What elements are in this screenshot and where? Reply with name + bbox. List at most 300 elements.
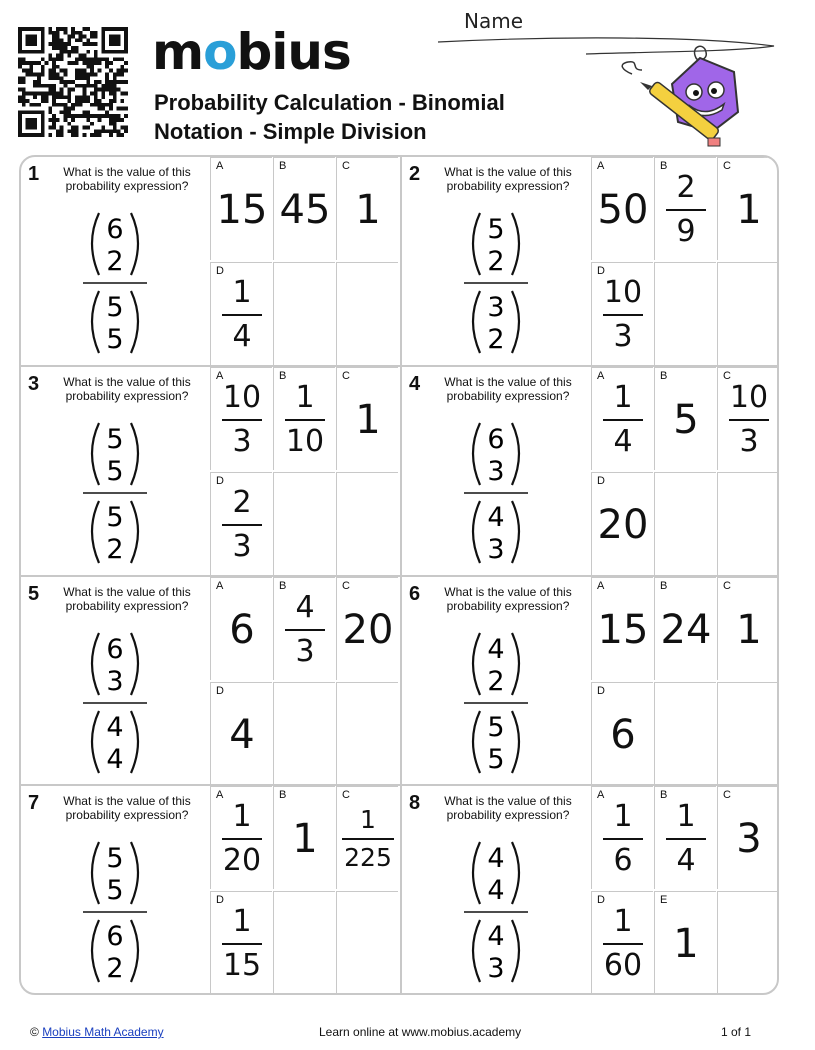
binomial-expression xyxy=(464,207,528,357)
answer-choice-d[interactable] xyxy=(591,262,653,365)
fraction-denominator: 3 xyxy=(232,528,252,564)
answer-fraction xyxy=(222,275,262,355)
answer-value xyxy=(655,158,717,261)
right-paren xyxy=(512,501,519,563)
answer-number: 6 xyxy=(610,711,636,758)
answer-fraction xyxy=(603,799,643,879)
answer-letter: C xyxy=(723,580,731,592)
fraction-bar xyxy=(603,314,643,316)
answer-letter: D xyxy=(597,475,605,487)
answer-choice-d[interactable] xyxy=(210,262,272,365)
right-paren xyxy=(131,423,138,485)
answer-letter: C xyxy=(723,160,731,172)
left-paren xyxy=(92,920,99,982)
empty-answer-cell xyxy=(336,891,398,994)
answer-choice-c[interactable] xyxy=(336,367,398,470)
title-line-2: Notation - Simple Division xyxy=(154,119,427,144)
binom-top: 5 xyxy=(487,712,505,743)
left-paren xyxy=(92,291,99,353)
binom-top: 6 xyxy=(106,214,124,245)
answer-choice-c[interactable] xyxy=(717,367,779,470)
fraction-bar xyxy=(603,838,643,840)
answer-value xyxy=(592,158,654,261)
answer-value xyxy=(592,263,654,366)
fraction-denominator: 225 xyxy=(344,842,392,872)
fraction-numerator: 4 xyxy=(295,589,315,625)
fraction-numerator: 1 xyxy=(360,804,376,834)
fraction-numerator: 1 xyxy=(613,798,633,834)
answer-letter: D xyxy=(216,475,224,487)
binom-bottom: 2 xyxy=(487,666,505,697)
answer-letter: C xyxy=(723,370,731,382)
right-paren xyxy=(131,501,138,563)
question-number: 2 xyxy=(409,163,421,185)
empty-answer-cell xyxy=(654,682,716,785)
title-line-1: Probability Calculation - Binomial xyxy=(154,90,505,115)
answer-choice-e[interactable] xyxy=(654,891,716,994)
fraction-numerator: 1 xyxy=(232,274,252,310)
answer-choice-d[interactable] xyxy=(210,472,272,575)
fraction-bar xyxy=(342,838,394,840)
binomial-expression xyxy=(83,417,147,567)
answer-choice-b[interactable] xyxy=(273,577,335,680)
question-text: What is the value of this probability expression? xyxy=(63,375,191,403)
answer-letter: A xyxy=(216,160,224,172)
left-paren xyxy=(92,633,99,695)
answer-number: 1 xyxy=(355,396,381,443)
left-paren xyxy=(473,423,480,485)
fraction-bar xyxy=(666,209,706,211)
answer-value xyxy=(211,787,273,890)
binom-top: 6 xyxy=(487,424,505,455)
answer-choice-c[interactable] xyxy=(717,157,779,260)
binomial-expression xyxy=(464,417,528,567)
fraction-denominator: 3 xyxy=(613,318,633,354)
answer-choice-a[interactable] xyxy=(210,786,272,889)
binom-bottom: 2 xyxy=(106,534,124,565)
fraction-denominator: 3 xyxy=(739,423,759,459)
answer-number: 50 xyxy=(597,186,649,233)
answer-choice-a[interactable] xyxy=(591,577,653,680)
question-number: 4 xyxy=(409,373,421,395)
binom-bottom: 4 xyxy=(106,744,124,775)
answer-choice-b[interactable] xyxy=(273,157,335,260)
answer-letter: D xyxy=(597,894,605,906)
answer-number: 1 xyxy=(292,815,318,862)
answer-choice-a[interactable] xyxy=(210,157,272,260)
answer-choice-c[interactable] xyxy=(717,786,779,889)
right-paren xyxy=(512,291,519,353)
answer-number: 15 xyxy=(597,606,649,653)
fraction-numerator: 1 xyxy=(295,379,315,415)
answer-number: 1 xyxy=(355,186,381,233)
fraction-denominator: 10 xyxy=(285,423,325,459)
fraction-numerator: 10 xyxy=(603,274,643,310)
fraction-bar xyxy=(222,419,262,421)
fraction-bar xyxy=(603,419,643,421)
binom-top: 4 xyxy=(487,843,505,874)
right-paren xyxy=(512,842,519,904)
problem-grid xyxy=(19,155,779,995)
answer-value xyxy=(337,158,399,261)
question-text: What is the value of this probability expression? xyxy=(444,165,572,193)
answer-value xyxy=(337,578,399,681)
right-paren xyxy=(131,711,138,773)
problem-5 xyxy=(21,577,399,785)
answer-letter: B xyxy=(660,160,668,172)
answer-fraction xyxy=(666,799,706,879)
fraction-denominator: 6 xyxy=(613,842,633,878)
question-number: 3 xyxy=(28,373,40,395)
answer-number: 45 xyxy=(279,186,331,233)
left-paren xyxy=(92,842,99,904)
answer-choice-b[interactable] xyxy=(654,786,716,889)
name-label: Name xyxy=(464,9,524,33)
answer-letter: A xyxy=(597,160,605,172)
fraction-bar xyxy=(222,943,262,945)
empty-answer-cell xyxy=(273,472,335,575)
binom-top: 5 xyxy=(106,502,124,533)
binom-top: 3 xyxy=(487,292,505,323)
right-paren xyxy=(131,291,138,353)
answer-letter: C xyxy=(342,580,350,592)
answer-value xyxy=(274,787,336,890)
answer-number: 5 xyxy=(673,396,699,443)
answer-value xyxy=(592,787,654,890)
answer-number: 15 xyxy=(216,186,268,233)
right-paren xyxy=(131,842,138,904)
question-text: What is the value of this probability expression? xyxy=(444,794,572,822)
footer-page-number: 1 of 1 xyxy=(721,1025,752,1039)
fraction-numerator: 2 xyxy=(676,169,696,205)
question-text: What is the value of this probability expression? xyxy=(444,585,572,613)
answer-choice-b[interactable] xyxy=(654,367,716,470)
fraction-numerator: 1 xyxy=(232,903,252,939)
answer-value xyxy=(211,578,273,681)
problem-6 xyxy=(402,577,779,785)
fraction-numerator: 1 xyxy=(613,379,633,415)
left-paren xyxy=(473,501,480,563)
left-paren xyxy=(92,711,99,773)
empty-answer-cell xyxy=(336,682,398,785)
answer-value xyxy=(718,787,779,890)
answer-letter: D xyxy=(216,894,224,906)
binom-top: 5 xyxy=(487,214,505,245)
answer-choice-c[interactable] xyxy=(336,786,398,889)
answer-choice-a[interactable] xyxy=(210,577,272,680)
answer-choice-a[interactable] xyxy=(591,367,653,470)
answer-letter: B xyxy=(660,580,668,592)
right-paren xyxy=(131,633,138,695)
answer-value xyxy=(274,158,336,261)
binom-bottom: 5 xyxy=(106,324,124,355)
answer-value xyxy=(211,158,273,261)
binom-bottom: 2 xyxy=(106,246,124,277)
answer-value xyxy=(655,578,717,681)
answer-letter: D xyxy=(216,265,224,277)
right-paren xyxy=(512,711,519,773)
answer-number: 20 xyxy=(597,501,649,548)
answer-number: 1 xyxy=(673,920,699,967)
fraction-denominator: 3 xyxy=(232,423,252,459)
fraction-denominator: 20 xyxy=(222,842,262,878)
answer-letter: B xyxy=(279,580,287,592)
binom-bottom: 3 xyxy=(487,534,505,565)
binomial-expression xyxy=(83,836,147,986)
binom-top: 6 xyxy=(106,634,124,665)
fraction-bar xyxy=(603,943,643,945)
fraction-denominator: 4 xyxy=(232,318,252,354)
problem-2 xyxy=(402,157,779,365)
answer-letter: B xyxy=(279,160,287,172)
fraction-denominator: 9 xyxy=(676,213,696,249)
answer-letter: C xyxy=(342,370,350,382)
answer-choice-d[interactable] xyxy=(591,472,653,575)
answer-fraction xyxy=(222,485,262,565)
empty-answer-cell xyxy=(273,682,335,785)
answer-number: 20 xyxy=(342,606,394,653)
answer-letter: E xyxy=(660,894,668,906)
answer-letter: B xyxy=(279,370,287,382)
answer-value xyxy=(211,892,273,995)
worksheet-title xyxy=(154,88,505,146)
binom-bottom: 3 xyxy=(487,953,505,984)
footer-learn-online: Learn online at www.mobius.academy xyxy=(319,1025,522,1039)
answer-fraction xyxy=(603,380,643,460)
fraction-numerator: 1 xyxy=(676,798,696,834)
fraction-numerator: 2 xyxy=(232,484,252,520)
binom-bottom: 2 xyxy=(106,953,124,984)
answer-value xyxy=(274,578,336,681)
answer-letter: C xyxy=(723,789,731,801)
fraction-bar xyxy=(285,629,325,631)
answer-choice-b[interactable] xyxy=(273,367,335,470)
answer-fraction xyxy=(342,805,394,873)
left-paren xyxy=(473,291,480,353)
question-number: 8 xyxy=(409,792,421,814)
answer-value xyxy=(718,578,779,681)
answer-value xyxy=(274,368,336,471)
answer-value xyxy=(655,892,717,995)
left-paren xyxy=(473,633,480,695)
question-text: What is the value of this probability expression? xyxy=(444,375,572,403)
empty-answer-cell xyxy=(717,891,779,994)
question-number: 5 xyxy=(28,583,40,605)
fraction-numerator: 10 xyxy=(222,379,262,415)
answer-fraction xyxy=(285,590,325,670)
answer-value xyxy=(211,368,273,471)
binom-top: 6 xyxy=(106,921,124,952)
binom-top: 4 xyxy=(487,634,505,665)
empty-answer-cell xyxy=(717,682,779,785)
mobius-logo xyxy=(152,22,351,82)
fraction-numerator: 1 xyxy=(232,798,252,834)
left-paren xyxy=(92,423,99,485)
answer-value xyxy=(592,578,654,681)
answer-letter: B xyxy=(660,789,668,801)
problem-3 xyxy=(21,367,399,575)
left-paren xyxy=(92,501,99,563)
fraction-bar xyxy=(285,419,325,421)
right-paren xyxy=(512,633,519,695)
binom-top: 4 xyxy=(487,921,505,952)
left-paren xyxy=(473,920,480,982)
answer-fraction xyxy=(222,904,262,984)
empty-answer-cell xyxy=(273,262,335,365)
answer-letter: A xyxy=(597,789,605,801)
empty-answer-cell xyxy=(336,472,398,575)
binom-bottom: 3 xyxy=(106,666,124,697)
left-paren xyxy=(473,842,480,904)
right-paren xyxy=(512,423,519,485)
answer-choice-a[interactable] xyxy=(210,367,272,470)
right-paren xyxy=(131,920,138,982)
answer-choice-d[interactable] xyxy=(210,891,272,994)
answer-value xyxy=(718,158,779,261)
fraction-denominator: 3 xyxy=(295,633,315,669)
binom-top: 5 xyxy=(106,292,124,323)
binom-bottom: 4 xyxy=(487,875,505,906)
answer-fraction xyxy=(729,380,769,460)
binom-top: 5 xyxy=(106,843,124,874)
binomial-expression xyxy=(83,627,147,777)
fraction-bar xyxy=(222,838,262,840)
answer-letter: D xyxy=(597,265,605,277)
binom-bottom: 5 xyxy=(487,744,505,775)
fraction-denominator: 60 xyxy=(603,947,643,983)
answer-fraction xyxy=(603,275,643,355)
answer-letter: D xyxy=(216,685,224,697)
empty-answer-cell xyxy=(717,262,779,365)
empty-answer-cell xyxy=(336,262,398,365)
answer-letter: C xyxy=(342,789,350,801)
answer-value xyxy=(337,787,399,890)
footer-copyright xyxy=(30,1025,164,1039)
answer-choice-b[interactable] xyxy=(273,786,335,889)
answer-number: 1 xyxy=(736,606,762,653)
answer-fraction xyxy=(222,799,262,879)
answer-fraction xyxy=(666,170,706,250)
question-number: 1 xyxy=(28,163,40,185)
question-text: What is the value of this probability expression? xyxy=(63,165,191,193)
answer-value xyxy=(655,787,717,890)
fraction-denominator: 4 xyxy=(613,423,633,459)
binom-bottom: 2 xyxy=(487,324,505,355)
binomial-expression xyxy=(83,207,147,357)
answer-choice-c[interactable] xyxy=(336,157,398,260)
empty-answer-cell xyxy=(654,262,716,365)
answer-value xyxy=(211,473,273,576)
fraction-bar xyxy=(729,419,769,421)
answer-choice-c[interactable] xyxy=(717,577,779,680)
answer-letter: B xyxy=(279,789,287,801)
answer-choice-a[interactable] xyxy=(591,786,653,889)
right-paren xyxy=(512,920,519,982)
problem-8 xyxy=(402,786,779,994)
logo-accent-o: o xyxy=(203,23,237,81)
qr-code xyxy=(17,27,129,137)
problem-4 xyxy=(402,367,779,575)
answer-choice-a[interactable] xyxy=(591,157,653,260)
answer-letter: C xyxy=(342,160,350,172)
problem-7 xyxy=(21,786,399,994)
binom-top: 4 xyxy=(487,502,505,533)
right-paren xyxy=(131,213,138,275)
mascot-illustration xyxy=(612,40,752,152)
question-text: What is the value of this probability expression? xyxy=(63,585,191,613)
answer-letter: B xyxy=(660,370,668,382)
question-number: 6 xyxy=(409,583,421,605)
answer-letter: A xyxy=(216,580,224,592)
fraction-bar xyxy=(666,838,706,840)
answer-choice-c[interactable] xyxy=(336,577,398,680)
answer-number: 1 xyxy=(736,186,762,233)
answer-number: 6 xyxy=(229,606,255,653)
answer-number: 24 xyxy=(660,606,712,653)
binomial-expression xyxy=(464,627,528,777)
fraction-bar xyxy=(222,524,262,526)
answer-choice-d[interactable] xyxy=(210,682,272,785)
answer-number: 3 xyxy=(736,815,762,862)
answer-fraction xyxy=(603,904,643,984)
left-paren xyxy=(473,213,480,275)
fraction-bar xyxy=(222,314,262,316)
answer-letter: A xyxy=(597,580,605,592)
fraction-denominator: 15 xyxy=(222,947,262,983)
right-paren xyxy=(512,213,519,275)
binom-top: 4 xyxy=(106,712,124,743)
answer-value xyxy=(718,368,779,471)
answer-value xyxy=(337,368,399,471)
answer-value xyxy=(655,368,717,471)
answer-number: 4 xyxy=(229,711,255,758)
left-paren xyxy=(92,213,99,275)
answer-value xyxy=(592,683,654,786)
answer-choice-b[interactable] xyxy=(654,577,716,680)
answer-choice-d[interactable] xyxy=(591,682,653,785)
binom-bottom: 5 xyxy=(106,875,124,906)
answer-value xyxy=(211,263,273,366)
left-paren xyxy=(473,711,480,773)
binom-bottom: 3 xyxy=(487,456,505,487)
answer-value xyxy=(592,473,654,576)
answer-letter: A xyxy=(216,789,224,801)
empty-answer-cell xyxy=(717,472,779,575)
logo-text: mobius xyxy=(152,23,351,81)
binom-top: 5 xyxy=(106,424,124,455)
copyright-symbol: © xyxy=(30,1025,39,1039)
empty-answer-cell xyxy=(654,472,716,575)
answer-fraction xyxy=(222,380,262,460)
mobius-academy-link[interactable]: Mobius Math Academy xyxy=(42,1025,164,1039)
empty-answer-cell xyxy=(273,891,335,994)
binom-bottom: 2 xyxy=(487,246,505,277)
answer-letter: A xyxy=(216,370,224,382)
answer-value xyxy=(592,368,654,471)
fraction-numerator: 10 xyxy=(729,379,769,415)
question-text: What is the value of this probability expression? xyxy=(63,794,191,822)
answer-letter: A xyxy=(597,370,605,382)
answer-letter: D xyxy=(597,685,605,697)
fraction-numerator: 1 xyxy=(613,903,633,939)
problem-1 xyxy=(21,157,399,365)
answer-value xyxy=(211,683,273,786)
answer-choice-d[interactable] xyxy=(591,891,653,994)
answer-choice-b[interactable] xyxy=(654,157,716,260)
fraction-denominator: 4 xyxy=(676,842,696,878)
binom-bottom: 5 xyxy=(106,456,124,487)
answer-value xyxy=(592,892,654,995)
